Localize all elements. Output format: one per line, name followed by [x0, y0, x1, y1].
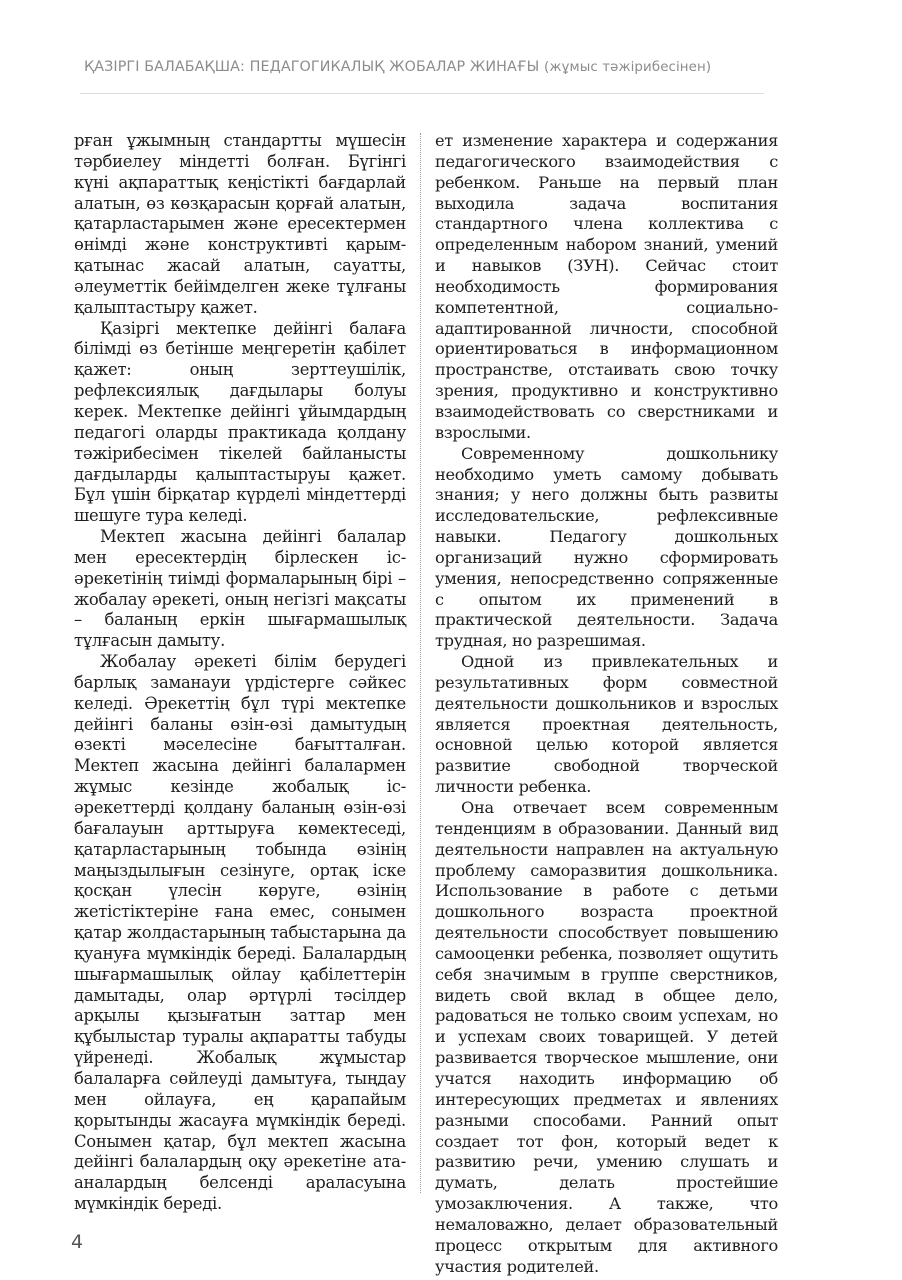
column-divider [420, 133, 421, 1193]
left-column-kazakh [74, 131, 406, 1215]
paragraph: Қазіргі мектепке дейінгі балаға білімді өз бетінше меңгеретін қабілет қажет: оның зерттеушілік, рефлексиялық дағдылары болуы керек. Мектепке дейінгі ұйымдардың педагогі оларды практикада қолдану тәжірибесімен тікелей байланысты дағдыларды қалыптастыруы қажет. Бұл үшін бірқатар күрделі міндеттерді шешуге тура келеді. [74, 318, 406, 526]
paragraph: Она отвечает всем современным тенденциям в образовании. Данный вид деятельности направлен на актуальную проблему саморазвития дошкольника. Использование в работе с детьми дошкольного возраста проектной деятельности способствует повышению самооценки ребенка, позволяет ощутить себя значимым в группе сверстников, видеть свой вклад в общее дело, радоваться не только своим успехам, но и успехам своих товарищей. У детей развивается творческое мышление, они учатся находить информацию об интересующих предметах и явлениях разными способами. Ранний опыт создает тот фон, который ведет к развитию речи, умению слушать и думать, делать простейшие умозаключения. А также, что немаловажно, делает образовательный процесс открытым для активного участия родителей. [435, 798, 778, 1276]
header-divider [80, 93, 764, 94]
paragraph: рған ұжымның стандартты мүшесін тәрбиелеу міндетті болған. Бүгінгі күні ақпараттық кеңістікті бағдарлай алатын, өз көзқарасын қорғай алатын, қатарластарымен және ересектермен өнімді және конструктивті қарым-қатынас жасай алатын, сауатты, әлеуметтік бейімделген жеке тұлғаны қалыптастыру қажет. [74, 131, 406, 317]
running-header-title: ҚАЗІРГІ БАЛАБАҚША: ПЕДАГОГИКАЛЫҚ ЖОБАЛАР ЖИНАҒЫ [84, 59, 540, 75]
page-number: 4 [71, 1231, 84, 1253]
paragraph: Жобалау әрекеті білім берудегі барлық заманауи үрдістерге сәйкес келеді. Әрекеттің бұл түрі мектепке дейінгі баланы өзін-өзі дамытудың өзекті мәселесіне бағытталған. Мектеп жасына дейінгі балалармен жұмыс кезінде жобалық іс-әрекеттерді қолдану баланың өзін-өзі бағалауын арттыруға көмектеседі, қатарластарының тобында өзінің маңыздылығын сезінуге, ортақ іске қосқан үлесін көруге, өзінің жетістіктеріне ғана емес, сонымен қатар жолдастарының табыстарына да қуануға мүмкіндік береді. Балалардың шығармашылық ойлау қабілеттерін дамытады, олар әртүрлі тәсілдер арқылы қызығатын заттар мен құбылыстар туралы ақпаратты табуды үйренеді. Жобалық жұмыстар балаларға сөйлеуді дамытуға, тыңдау мен ойлауға, ең қарапайым қорытынды жасауға мүмкіндік береді. Сонымен қатар, бұл мектеп жасына дейінгі балалардың оқу әрекетіне ата-аналардың белсенді араласуына мүмкіндік береді. [74, 652, 406, 1214]
running-header [84, 59, 764, 75]
running-header-subtitle: (жұмыс тәжірибесінен) [544, 60, 712, 75]
paragraph: Мектеп жасына дейінгі балалар мен ересектердің бірлескен іс-әрекетінің тиімді формаларының бірі – жобалау әрекеті, оның негізгі мақсаты – баланың еркін шығармашылық тұлғасын дамыту. [74, 527, 406, 651]
paragraph: ет изменение характера и содержания педагогического взаимодействия с ребенком. Раньше на первый план выходила задача воспитания стандартного члена коллектива с определенным набором знаний, умений и навыков (ЗУН). Сейчас стоит необходимость формирования компетентной, социально-адаптированной личности, способной ориентироваться в информационном пространстве, отстаивать свою точку зрения, продуктивно и конструктивно взаимодействовать со сверстниками и взрослыми. [435, 131, 778, 442]
paragraph: Одной из привлекательных и результативных форм совместной деятельности дошкольников и взрослых является проектная деятельность, основной целью которой является развитие свободной творческой личности ребенка. [435, 652, 778, 797]
right-column-russian [435, 131, 778, 1277]
paragraph: Современному дошкольнику необходимо уметь самому добывать знания; у него должны быть развиты исследовательские, рефлексивные навыки. Педагогу дошкольных организаций нужно сформировать умения, непосредственно сопряженные с опытом их применений в практической деятельности. Задача трудная, но разрешимая. [435, 443, 778, 651]
